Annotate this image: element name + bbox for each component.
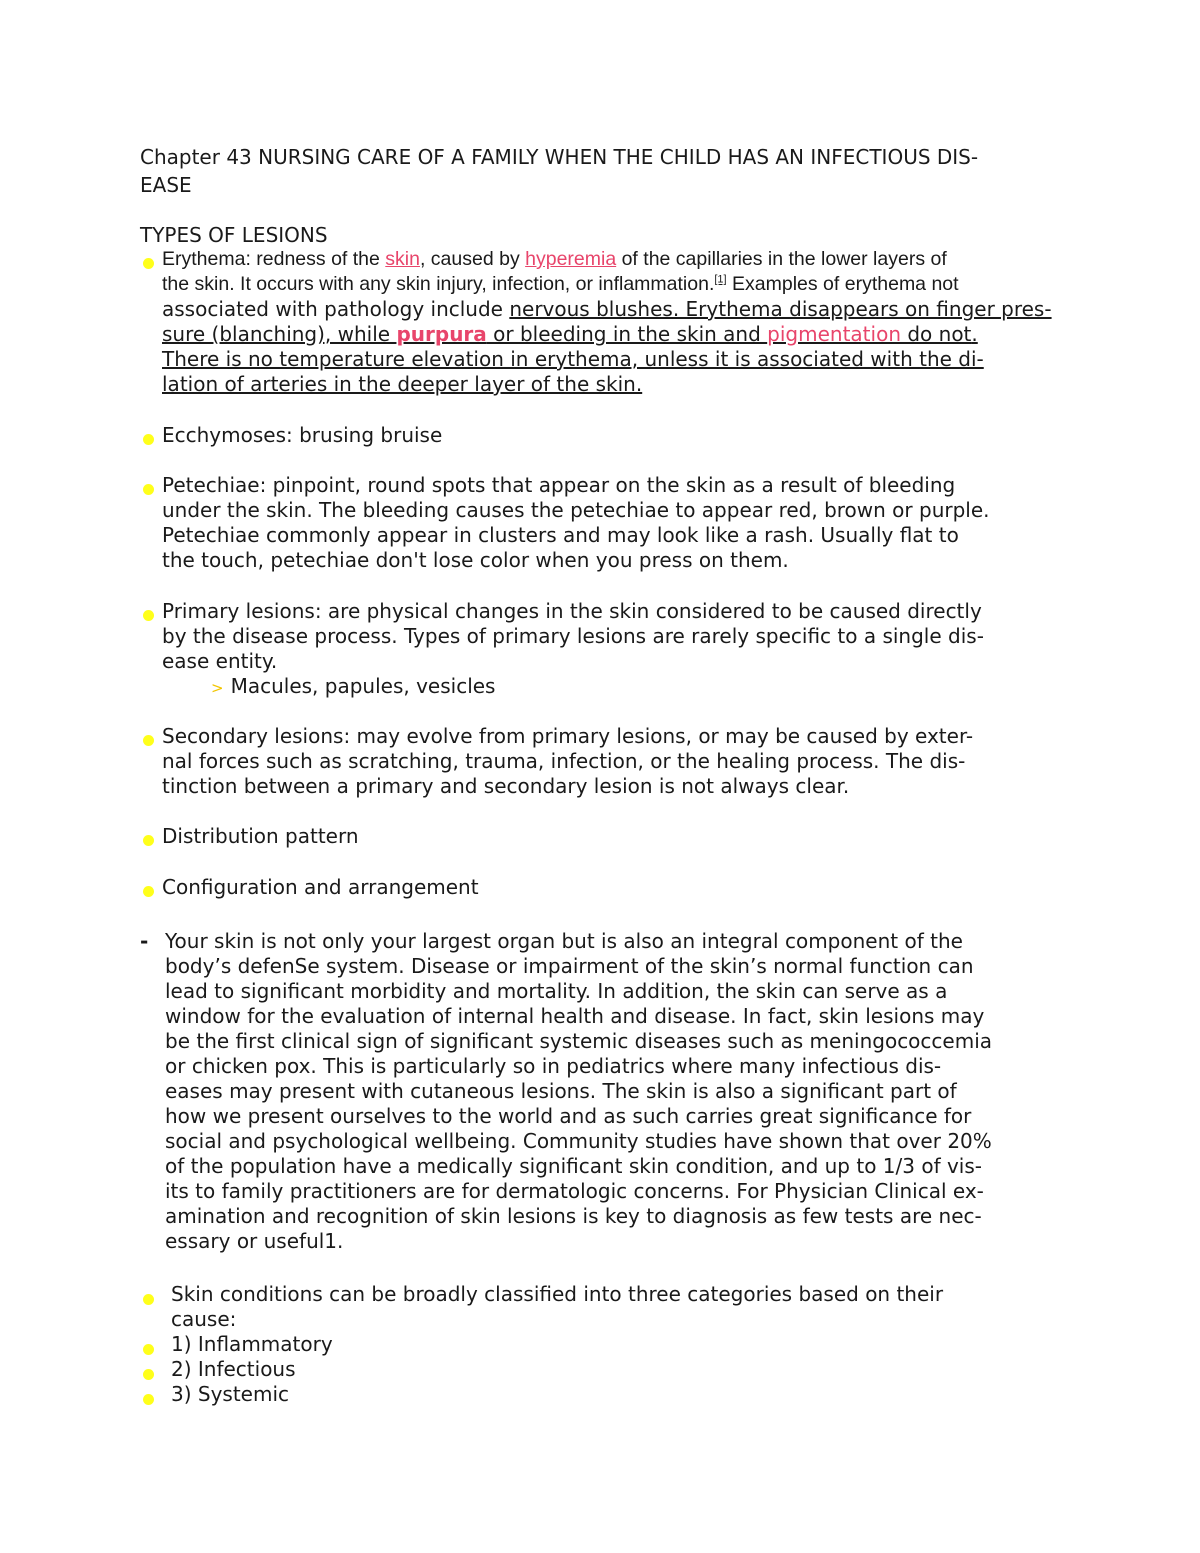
dash-marker: - [140, 929, 149, 953]
purpura-link[interactable]: purpura [396, 322, 487, 346]
bullet-icon [143, 434, 154, 445]
paragraph-line: eases may present with cutaneous lesions. The skin is also a significant part of [165, 1079, 957, 1103]
bullet-icon [143, 1369, 154, 1380]
list-item-category-1: 1) Inflammatory [140, 1332, 1060, 1357]
arrow-icon: > [211, 679, 224, 697]
bullet-icon [143, 1294, 154, 1305]
bullet-icon [143, 1344, 154, 1355]
list-item-category-2: 2) Infectious [140, 1357, 1060, 1382]
erythema-text: Erythema: redness of the skin, caused by hyperemia of the capillaries in the lower layers of the skin. It occurs with any skin injury, infection, or inflammation.[1] Examples of erythema not associated with pathology include nervous blushes. Erythema disappears on finger pres- sure (blanching), while purpura or bleeding in the skin and pigmentation do not. There is no temperature elevation in erythema, unless it is associated with the di- lation of arteries in the deeper layer of the skin. [162, 248, 1052, 396]
paragraph-line: be the first clinical sign of significant systemic diseases such as meningococcemia [165, 1029, 993, 1053]
bullet-icon [143, 610, 154, 621]
sub-list-item: > Macules, papules, vesicles [211, 674, 496, 698]
paragraph-line: or chicken pox. This is particularly so in pediatrics where many infectious dis- [165, 1054, 942, 1078]
list-item-categories-intro: Skin conditions can be broadly classified into three categories based on their cause: [140, 1282, 1060, 1332]
bullet-icon [143, 484, 154, 495]
list-item-ecchymoses: Ecchymoses: brusing bruise [140, 423, 1060, 448]
list-item-secondary-lesions: Secondary lesions: may evolve from primary lesions, or may be caused by exter- nal forces such as scratching, trauma, infection, or the healing process. The dis- tinction between a primary and secondary lesion is not always clear. [140, 724, 1060, 799]
paragraph-line: essary or useful1. [165, 1229, 344, 1253]
title-line-2: EASE [140, 173, 192, 197]
bullet-icon [143, 835, 154, 846]
list-item-erythema [140, 247, 1060, 397]
paragraph-skin-overview [140, 929, 1060, 1254]
bullet-icon [143, 1394, 154, 1405]
skin-link[interactable]: skin [385, 248, 420, 270]
list-item-category-3: 3) Systemic [140, 1382, 1060, 1407]
paragraph-line: social and psychological wellbeing. Community studies have shown that over 20% [165, 1129, 992, 1153]
bullet-icon [143, 258, 154, 269]
paragraph-line: its to family practitioners are for dermatologic concerns. For Physician Clinical ex- [165, 1179, 984, 1203]
paragraph-line: how we present ourselves to the world and as such carries great significance for [165, 1104, 972, 1128]
pigmentation-link[interactable]: pigmentation [767, 322, 901, 346]
reference-link[interactable]: [1] [714, 273, 727, 286]
paragraph-line: body’s defenSe system. Disease or impairment of the skin’s normal function can [165, 954, 974, 978]
page-title [140, 143, 1060, 199]
list-item-configuration: Configuration and arrangement [140, 875, 1060, 900]
paragraph-line: amination and recognition of skin lesions is key to diagnosis as few tests are nec- [165, 1204, 982, 1228]
bullet-icon [143, 735, 154, 746]
list-item-petechiae: Petechiae: pinpoint, round spots that appear on the skin as a result of bleeding under the skin. The bleeding causes the petechiae to appear red, brown or purple. Petechiae commonly appear in clusters and may look like a rash. Usually flat to the touch, petechiae don't lose color when you press on them. [140, 473, 1060, 573]
hyperemia-link[interactable]: hyperemia [525, 248, 617, 270]
paragraph-line: lead to significant morbidity and mortality. In addition, the skin can serve as a [165, 979, 948, 1003]
paragraph-line: of the population have a medically significant skin condition, and up to 1/3 of vis- [165, 1154, 983, 1178]
list-item-distribution: Distribution pattern [140, 824, 1060, 849]
list-item-primary-lesions: Primary lesions: are physical changes in the skin considered to be caused directly by the disease process. Types of primary lesions are rarely specific to a single dis- ease entity. [140, 599, 1060, 674]
paragraph-line: Your skin is not only your largest organ but is also an integral component of the [165, 929, 963, 953]
title-line-1: Chapter 43 NURSING CARE OF A FAMILY WHEN THE CHILD HAS AN INFECTIOUS DIS- [140, 145, 979, 169]
paragraph-line: window for the evaluation of internal health and disease. In fact, skin lesions may [165, 1004, 985, 1028]
section-heading: TYPES OF LESIONS [140, 223, 328, 247]
bullet-icon [143, 886, 154, 897]
